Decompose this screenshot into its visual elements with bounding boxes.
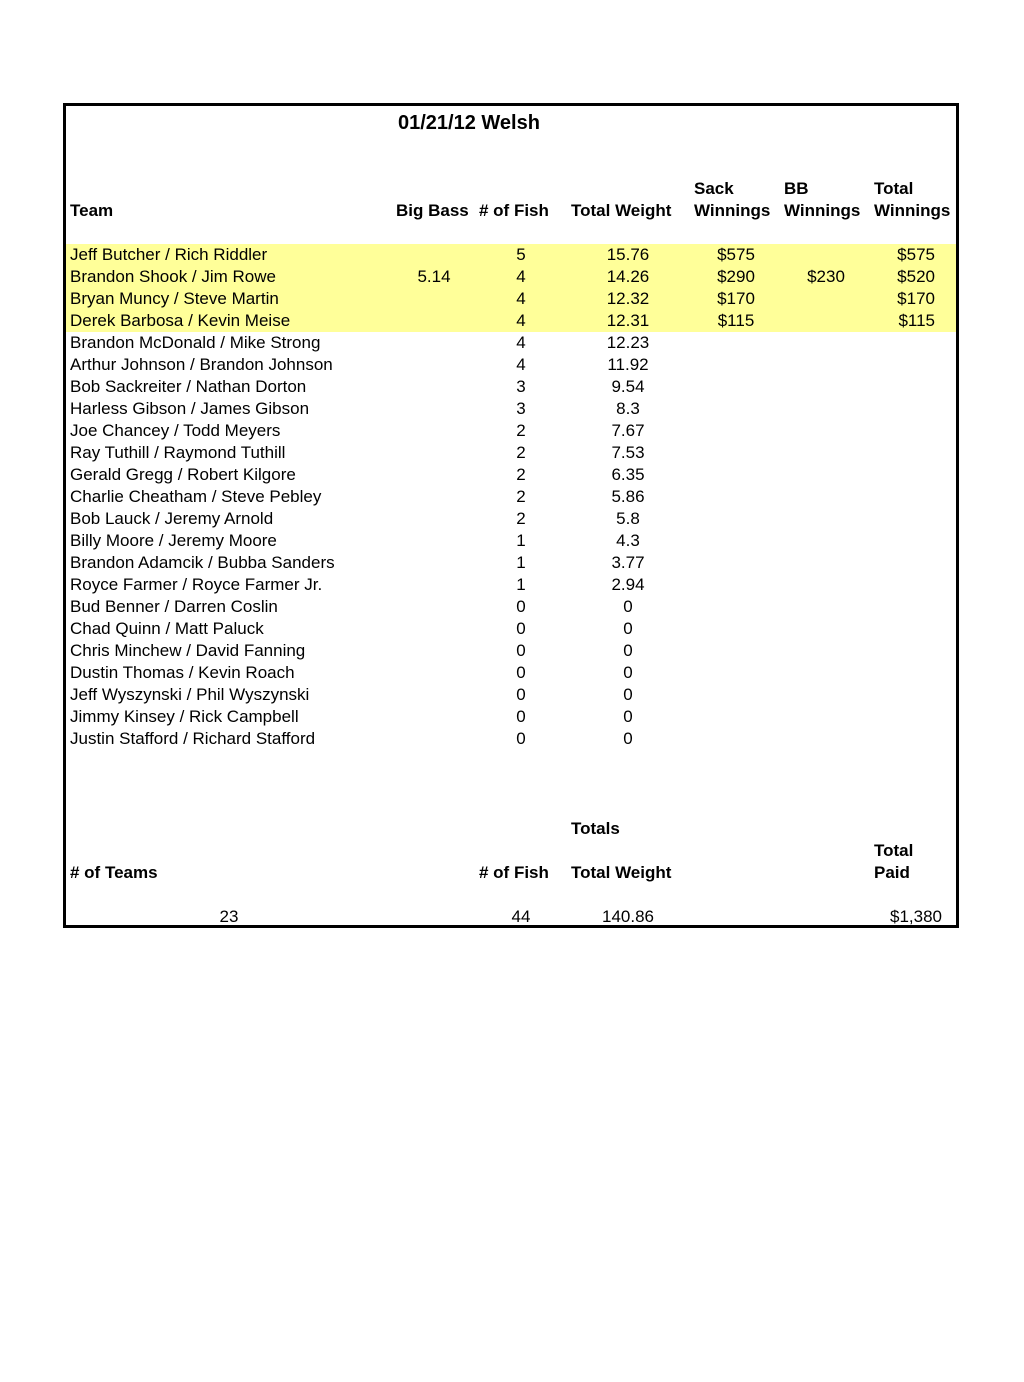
cell-big-bass: 5.14 bbox=[417, 267, 451, 286]
cell-weight: 9.54 bbox=[611, 377, 645, 396]
cell-weight: 7.67 bbox=[611, 421, 645, 440]
cell-team: Ray Tuthill / Raymond Tuthill bbox=[70, 443, 286, 462]
cell-sack: $290 bbox=[717, 267, 755, 286]
cell-team: Bryan Muncy / Steve Martin bbox=[70, 289, 279, 308]
cell-team: Bob Lauck / Jeremy Arnold bbox=[70, 509, 274, 528]
header-total-top: Total bbox=[874, 179, 914, 198]
cell-team: Arthur Johnson / Brandon Johnson bbox=[70, 355, 333, 374]
results-sheet bbox=[63, 103, 959, 928]
cell-weight: 15.76 bbox=[606, 245, 650, 264]
header-bb-bottom: Winnings bbox=[784, 201, 861, 220]
cell-team: Royce Farmer / Royce Farmer Jr. bbox=[70, 575, 323, 594]
cell-total: $520 bbox=[897, 267, 935, 286]
cell-fish: 0 bbox=[516, 663, 526, 682]
cell-total: $115 bbox=[898, 311, 935, 330]
sheet-title: 01/21/12 Welsh bbox=[398, 112, 540, 134]
cell-fish: 4 bbox=[516, 333, 526, 352]
cell-weight: 12.31 bbox=[606, 311, 650, 330]
cell-team: Harless Gibson / James Gibson bbox=[70, 399, 310, 418]
cell-weight: 0 bbox=[623, 597, 633, 616]
cell-weight: 0 bbox=[623, 729, 633, 748]
cell-fish: 3 bbox=[516, 399, 526, 418]
cell-weight: 12.32 bbox=[606, 289, 650, 308]
totals-teams-value: 23 bbox=[219, 907, 239, 926]
cell-weight: 0 bbox=[623, 707, 633, 726]
cell-fish: 2 bbox=[516, 465, 526, 484]
cell-team: Justin Stafford / Richard Stafford bbox=[70, 729, 316, 748]
totals-fish-label: # of Fish bbox=[479, 863, 549, 882]
header-total-bottom: Winnings bbox=[874, 201, 951, 220]
cell-weight: 0 bbox=[623, 641, 633, 660]
cell-weight: 4.3 bbox=[616, 531, 640, 550]
cell-sack: $170 bbox=[717, 289, 755, 308]
cell-weight: 5.8 bbox=[616, 509, 640, 528]
cell-fish: 0 bbox=[516, 707, 526, 726]
header-num-fish: # of Fish bbox=[479, 201, 549, 220]
totals-label: Totals bbox=[571, 819, 620, 838]
cell-team: Chris Minchew / David Fanning bbox=[70, 641, 306, 660]
cell-fish: 4 bbox=[516, 289, 526, 308]
cell-fish: 4 bbox=[516, 355, 526, 374]
cell-team: Billy Moore / Jeremy Moore bbox=[70, 531, 277, 550]
cell-team: Brandon Shook / Jim Rowe bbox=[70, 267, 276, 286]
cell-fish: 1 bbox=[516, 575, 526, 594]
totals-teams-label: # of Teams bbox=[70, 863, 158, 882]
cell-weight: 6.35 bbox=[611, 465, 645, 484]
cell-fish: 3 bbox=[516, 377, 526, 396]
cell-team: Bob Sackreiter / Nathan Dorton bbox=[70, 377, 307, 396]
cell-team: Jeff Butcher / Rich Riddler bbox=[70, 245, 268, 264]
cell-team: Gerald Gregg / Robert Kilgore bbox=[70, 465, 296, 484]
cell-weight: 3.77 bbox=[611, 553, 645, 572]
cell-weight: 12.23 bbox=[606, 333, 650, 352]
cell-fish: 5 bbox=[516, 245, 526, 264]
cell-fish: 2 bbox=[516, 421, 526, 440]
cell-fish: 0 bbox=[516, 729, 526, 748]
header-total-weight: Total Weight bbox=[571, 201, 672, 220]
cell-weight: 7.53 bbox=[611, 443, 645, 462]
cell-fish: 1 bbox=[516, 553, 526, 572]
totals-paid-top: Total bbox=[874, 841, 914, 860]
totals-weight-label: Total Weight bbox=[571, 863, 672, 882]
totals-paid-bottom: Paid bbox=[874, 863, 910, 882]
cell-fish: 4 bbox=[516, 267, 526, 286]
header-team: Team bbox=[70, 201, 114, 220]
cell-weight: 11.92 bbox=[607, 355, 649, 374]
cell-fish: 2 bbox=[516, 509, 526, 528]
header-bb-top: BB bbox=[784, 179, 809, 198]
cell-fish: 2 bbox=[516, 487, 526, 506]
cell-team: Dustin Thomas / Kevin Roach bbox=[70, 663, 295, 682]
cell-fish: 2 bbox=[516, 443, 526, 462]
cell-fish: 0 bbox=[516, 685, 526, 704]
cell-team: Brandon McDonald / Mike Strong bbox=[70, 333, 321, 352]
totals-paid-value: $1,380 bbox=[890, 907, 942, 926]
cell-weight: 0 bbox=[623, 685, 633, 704]
cell-total: $170 bbox=[897, 289, 935, 308]
header-sack-top: Sack bbox=[694, 179, 734, 198]
cell-weight: 14.26 bbox=[606, 267, 650, 286]
cell-weight: 0 bbox=[623, 663, 633, 682]
header-big-bass: Big Bass bbox=[396, 201, 469, 220]
cell-fish: 0 bbox=[516, 619, 526, 638]
cell-team: Joe Chancey / Todd Meyers bbox=[70, 421, 281, 440]
cell-team: Charlie Cheatham / Steve Pebley bbox=[70, 487, 322, 506]
totals-fish-value: 44 bbox=[511, 907, 531, 926]
totals-weight-value: 140.86 bbox=[602, 907, 654, 926]
cell-sack: $575 bbox=[717, 245, 755, 264]
header-sack-bottom: Winnings bbox=[694, 201, 771, 220]
cell-team: Brandon Adamcik / Bubba Sanders bbox=[70, 553, 335, 572]
cell-weight: 0 bbox=[623, 619, 633, 638]
cell-team: Chad Quinn / Matt Paluck bbox=[70, 619, 264, 638]
cell-team: Jimmy Kinsey / Rick Campbell bbox=[70, 707, 299, 726]
cell-weight: 8.3 bbox=[616, 399, 640, 418]
cell-weight: 5.86 bbox=[611, 487, 645, 506]
cell-total: $575 bbox=[897, 245, 935, 264]
cell-weight: 2.94 bbox=[611, 575, 645, 594]
cell-team: Derek Barbosa / Kevin Meise bbox=[70, 311, 291, 330]
cell-fish: 4 bbox=[516, 311, 526, 330]
cell-team: Jeff Wyszynski / Phil Wyszynski bbox=[70, 685, 310, 704]
cell-fish: 0 bbox=[516, 597, 526, 616]
cell-bb: $230 bbox=[807, 267, 845, 286]
cell-fish: 0 bbox=[516, 641, 526, 660]
cell-fish: 1 bbox=[516, 531, 526, 550]
cell-sack: $115 bbox=[717, 311, 755, 330]
cell-team: Bud Benner / Darren Coslin bbox=[70, 597, 278, 616]
